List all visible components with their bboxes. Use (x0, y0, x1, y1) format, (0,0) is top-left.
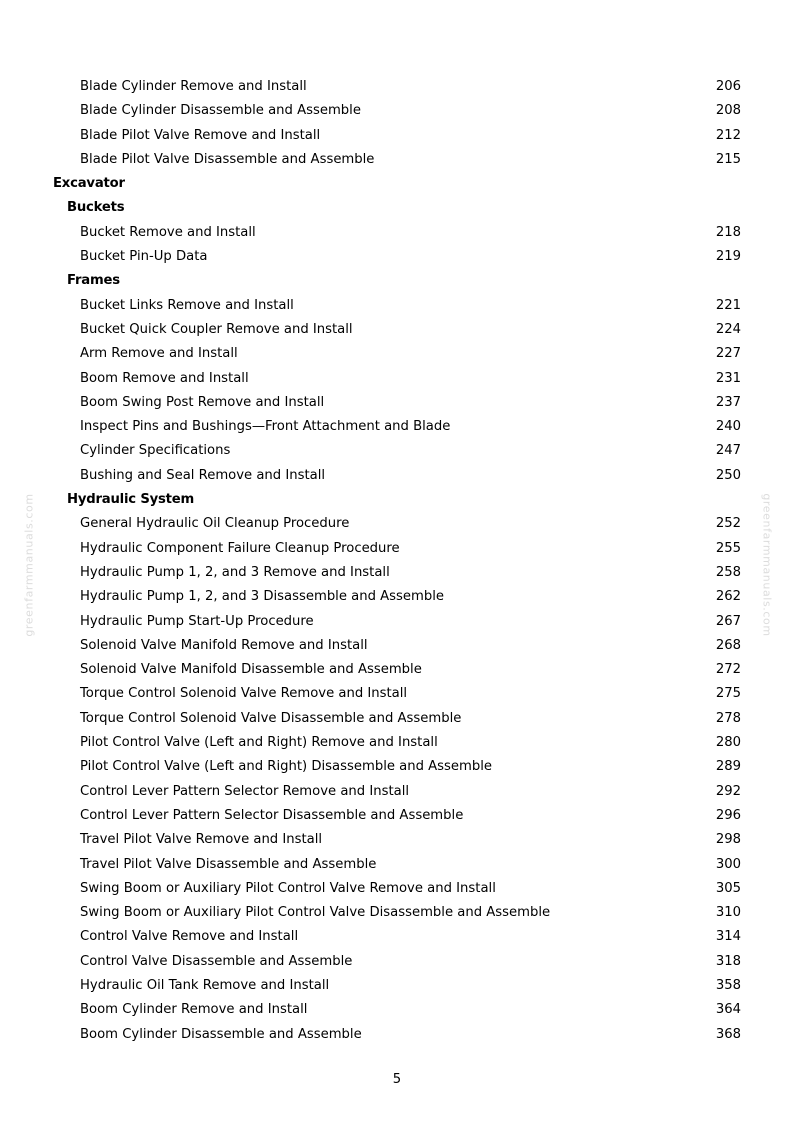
toc-entry-title: Blade Cylinder Remove and Install (80, 79, 307, 94)
toc-entry[interactable] (0, 294, 794, 318)
toc-entry-page-number: 364 (715, 1002, 741, 1018)
toc-entry-title: Excavator (53, 176, 125, 192)
toc-entry-page-number: 218 (715, 224, 741, 240)
toc-entry[interactable] (0, 391, 794, 415)
toc-entry[interactable] (0, 901, 794, 925)
toc-entry-title: Solenoid Valve Manifold Disassemble and Assemble (80, 662, 422, 678)
toc-entry-title: Boom Cylinder Remove and Install (80, 1002, 308, 1018)
toc-entry[interactable] (0, 658, 794, 682)
toc-entry-title: Blade Pilot Valve Disassemble and Assemble (80, 151, 375, 167)
toc-entry-page-number: 224 (715, 321, 741, 337)
toc-entry-title: General Hydraulic Oil Cleanup Procedure (80, 516, 350, 532)
toc-entry-page-number: 215 (715, 151, 741, 167)
toc-entry-title: Hydraulic Pump 1, 2, and 3 Remove and Install (80, 564, 390, 580)
toc-entry[interactable] (0, 464, 794, 488)
toc-entry-page-number: 212 (715, 127, 741, 143)
toc-entry-page-number: 292 (715, 783, 741, 799)
toc-entry[interactable] (0, 1023, 794, 1047)
toc-entry[interactable] (0, 99, 794, 123)
toc-entry-page-number: 267 (715, 613, 741, 629)
toc-entry[interactable] (0, 610, 794, 634)
toc-entry[interactable] (0, 124, 794, 148)
toc-entry-page-number: 280 (715, 735, 741, 751)
toc-entry-page-number: 278 (715, 710, 741, 726)
toc-entry-page-number: 219 (715, 249, 741, 265)
toc-entry[interactable] (0, 75, 794, 99)
toc-entry[interactable] (0, 682, 794, 706)
toc-entry-page-number: 296 (715, 807, 741, 823)
toc-entry[interactable] (0, 998, 794, 1022)
toc-entry-title: Travel Pilot Valve Disassemble and Assemble (80, 856, 377, 872)
toc-entry-page-number: 300 (715, 856, 741, 872)
toc-entry-title: Hydraulic Pump Start-Up Procedure (80, 613, 314, 629)
toc-entry[interactable] (0, 634, 794, 658)
toc-entry[interactable] (0, 512, 794, 536)
toc-entry[interactable] (0, 415, 794, 439)
toc-entry-title: Torque Control Solenoid Valve Disassemble and Assemble (80, 710, 462, 726)
toc-entry[interactable] (0, 439, 794, 463)
toc-entry[interactable] (0, 974, 794, 998)
toc-entry-title: Boom Swing Post Remove and Install (80, 394, 325, 410)
toc-entry[interactable] (0, 537, 794, 561)
toc-entry[interactable] (0, 925, 794, 949)
toc-entry-title: Inspect Pins and Bushings—Front Attachment and Blade (80, 419, 451, 435)
toc-entry[interactable] (0, 245, 794, 269)
toc-section-heading (0, 172, 794, 196)
toc-entry[interactable] (0, 731, 794, 755)
toc-entry[interactable] (0, 804, 794, 828)
toc-entry-title: Control Lever Pattern Selector Disassemble and Assemble (80, 807, 464, 823)
toc-entry-page-number: 318 (715, 953, 741, 969)
toc-entry-title: Torque Control Solenoid Valve Remove and Install (80, 686, 408, 702)
toc-entry[interactable] (0, 342, 794, 366)
toc-entry-title: Buckets (67, 200, 125, 216)
toc-entry-title: Bushing and Seal Remove and Install (80, 467, 326, 483)
toc-entry-title: Travel Pilot Valve Remove and Install (80, 832, 323, 848)
toc-entry-page-number: 227 (715, 346, 741, 362)
table-of-contents (0, 75, 794, 1047)
toc-entry[interactable] (0, 877, 794, 901)
toc-entry-title: Hydraulic Component Failure Cleanup Procedure (80, 540, 400, 556)
toc-entry-title: Bucket Links Remove and Install (80, 297, 294, 313)
page-number: 5 (392, 1072, 402, 1087)
toc-entry[interactable] (0, 148, 794, 172)
toc-entry-title: Boom Remove and Install (80, 370, 249, 386)
toc-entry-page-number: 314 (715, 929, 741, 945)
toc-entry[interactable] (0, 950, 794, 974)
toc-entry-title: Frames (67, 273, 120, 289)
toc-entry-page-number: 358 (715, 977, 741, 993)
toc-entry-title: Bucket Pin-Up Data (80, 249, 208, 265)
toc-entry-title: Control Valve Disassemble and Assemble (80, 953, 353, 969)
toc-entry-title: Hydraulic Oil Tank Remove and Install (80, 977, 330, 993)
toc-entry-page-number: 206 (715, 79, 741, 94)
toc-entry[interactable] (0, 561, 794, 585)
toc-entry-title: Bucket Remove and Install (80, 224, 256, 240)
toc-section-heading (0, 196, 794, 220)
toc-entry-page-number: 298 (715, 832, 741, 848)
toc-entry-title: Blade Cylinder Disassemble and Assemble (80, 103, 361, 119)
toc-entry-page-number: 250 (715, 467, 741, 483)
toc-entry-page-number: 305 (715, 880, 741, 896)
toc-entry-page-number: 262 (715, 589, 741, 605)
toc-entry[interactable] (0, 367, 794, 391)
toc-entry[interactable] (0, 755, 794, 779)
toc-entry-page-number: 252 (715, 516, 741, 532)
toc-entry[interactable] (0, 828, 794, 852)
toc-entry-page-number: 289 (715, 759, 741, 775)
toc-entry-page-number: 258 (715, 564, 741, 580)
toc-entry-page-number: 231 (715, 370, 741, 386)
toc-entry[interactable] (0, 585, 794, 609)
toc-entry-page-number: 272 (715, 662, 741, 678)
toc-entry[interactable] (0, 221, 794, 245)
toc-entry-title: Cylinder Specifications (80, 443, 231, 459)
toc-entry-title: Control Valve Remove and Install (80, 929, 299, 945)
toc-entry[interactable] (0, 318, 794, 342)
toc-entry-page-number: 368 (715, 1026, 741, 1042)
watermark-left: greenfarmmanuals.com (22, 493, 36, 637)
toc-entry-page-number: 237 (715, 394, 741, 410)
toc-entry[interactable] (0, 853, 794, 877)
toc-entry-page-number: 221 (715, 297, 741, 313)
toc-section-heading (0, 269, 794, 293)
toc-entry-page-number: 240 (715, 419, 741, 435)
toc-entry-title: Hydraulic Pump 1, 2, and 3 Disassemble and Assemble (80, 589, 445, 605)
toc-entry-title: Boom Cylinder Disassemble and Assemble (80, 1026, 362, 1042)
toc-entry-page-number: 310 (715, 905, 741, 921)
toc-entry-title: Pilot Control Valve (Left and Right) Disassemble and Assemble (80, 759, 493, 775)
toc-entry-title: Swing Boom or Auxiliary Pilot Control Valve Remove and Install (80, 880, 496, 896)
toc-entry-title: Swing Boom or Auxiliary Pilot Control Valve Disassemble and Assemble (80, 905, 551, 921)
toc-entry-title: Solenoid Valve Manifold Remove and Install (80, 637, 368, 653)
toc-entry-title: Arm Remove and Install (80, 346, 238, 362)
toc-entry-title: Hydraulic System (67, 492, 195, 508)
toc-entry-page-number: 208 (715, 103, 741, 119)
toc-entry-title: Pilot Control Valve (Left and Right) Remove and Install (80, 735, 438, 751)
toc-entry-title: Control Lever Pattern Selector Remove and Install (80, 783, 410, 799)
toc-entry-page-number: 275 (715, 686, 741, 702)
toc-entry[interactable] (0, 707, 794, 731)
toc-entry-page-number: 268 (715, 637, 741, 653)
toc-entry[interactable] (0, 780, 794, 804)
toc-section-heading (0, 488, 794, 512)
watermark-right: greenfarmmanuals.com (760, 493, 774, 637)
toc-entry-page-number: 247 (715, 443, 741, 459)
toc-entry-page-number: 255 (715, 540, 741, 556)
toc-entry-title: Blade Pilot Valve Remove and Install (80, 127, 321, 143)
toc-entry-title: Bucket Quick Coupler Remove and Install (80, 321, 353, 337)
